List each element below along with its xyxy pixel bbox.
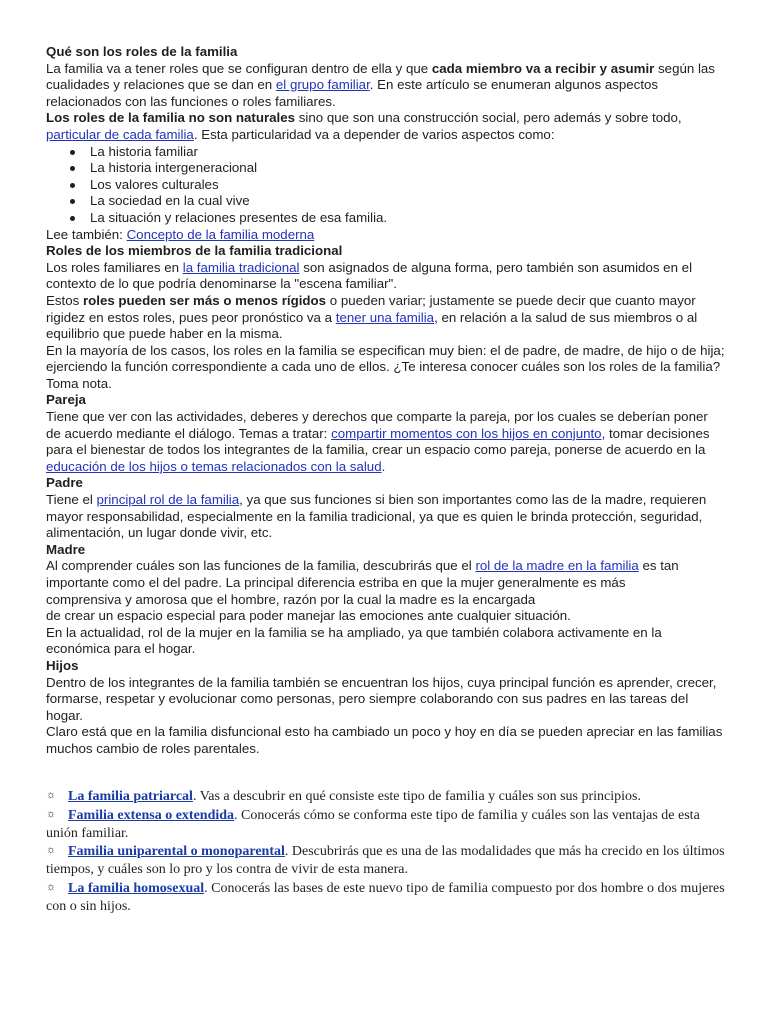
heading-pareja: Pareja — [46, 392, 86, 408]
paragraph-padre — [46, 492, 726, 542]
heading-padre: Padre — [46, 475, 83, 491]
text: , ya que sus funciones si bien son importantes como las de la madre, requieren mayor responsabilidad, especialmente en la familia tradicional, ya que es quien le brinda protección, seguridad, alimentación, un lugar donde vivir, etc. — [46, 492, 707, 541]
paragraph-line: comprensiva y amorosa que el hombre, razón por la cual la madre es la encargada — [46, 591, 536, 607]
sun-bullet-icon: ☼ — [46, 807, 57, 820]
related-item — [46, 806, 728, 843]
related-text: . Conocerás cómo se conforma este tipo de familia y cuáles son las ventajas de esta unión familiar. — [46, 807, 700, 841]
sun-bullet-icon: ☼ — [46, 789, 57, 801]
text: . En este artículo se enumeran algunos aspectos relacionados con las funciones o roles familiares. — [46, 77, 659, 109]
bold-text: roles pueden ser más o menos rígidos — [82, 292, 327, 308]
text: . — [381, 458, 386, 474]
link-familia-patriarcal[interactable]: La familia patriarcal — [68, 789, 193, 804]
section-heading: Roles de los miembros de la familia tradicional — [46, 243, 343, 259]
intro-paragraph — [46, 61, 726, 111]
text: La familia va a tener roles que se configuran dentro de ella y que — [46, 60, 432, 76]
text: , en relación a la salud de sus miembros o al equilibrio que puede haber en la misma. — [46, 309, 698, 342]
paragraph-hijos: Dentro de los integrantes de la familia también se encuentran los hijos, cuya principal función es aprender, crecer, formarse, respetar y evolucionar como personas, pero siempre colaborando con sus padres en las tareas del hogar. — [46, 674, 717, 723]
paragraph: En la mayoría de los casos, los roles en la familia se especifican muy bien: el de padre, de madre, de hijo o de hija; ejerciendo la función correspondiente a cada uno de ellos. ¿Te interesa conocer cuáles son los roles de la familia? Toma nota. — [46, 342, 725, 391]
link-familia-homosexual[interactable]: La familia homosexual — [68, 880, 205, 896]
related-item — [46, 879, 728, 916]
paragraph — [46, 293, 726, 343]
text: o pueden variar; justamente se puede decir que cuanto mayor rigidez en estos roles, pues peor pronóstico va a — [46, 292, 696, 325]
link-familia-uniparental[interactable]: Familia uniparental o monoparental — [68, 844, 285, 860]
link-particular-familia[interactable]: particular de cada familia — [46, 126, 194, 142]
text: , tomar decisiones para el bienestar de todos los integrantes de la familia, crear un espacio como pareja, ponerse de acuerdo en la — [46, 425, 710, 458]
text: Al comprender cuáles son las funciones de la familia, descubrirás que el — [46, 558, 476, 574]
aspects-list — [46, 144, 726, 227]
heading-hijos: Hijos — [46, 657, 79, 673]
paragraph-pareja — [46, 409, 726, 475]
paragraph: Claro está que en la familia disfuncional esto ha cambiado un poco y hoy en día se pueden apreciar en las familias muchos cambio de roles parentales. — [46, 724, 723, 756]
related-item — [46, 842, 728, 879]
link-familia-tradicional[interactable]: la familia tradicional — [182, 259, 300, 275]
text: según las cualidades y relaciones que se dan en — [46, 60, 715, 93]
link-rol-madre[interactable]: rol de la madre en la familia — [475, 558, 639, 574]
related-text: . Descubrirás que es una de las modalidades que más ha crecido en los últimos tiempos, y cuáles son lo pro y los contra de vivir de esta manera. — [46, 844, 725, 878]
link-grupo-familiar[interactable]: el grupo familiar — [275, 77, 370, 93]
see-also-label: Lee también: — [46, 226, 127, 242]
text: Tiene que ver con las actividades, deberes y derechos que comparte la pareja, por los cuales se deberían poner de acuerdo mediante el diálogo. Temas a tratar: — [46, 409, 708, 441]
related-text: . Conocerás las bases de este nuevo tipo de familia compuesto por dos hombre o dos mujeres con o sin hijos. — [46, 880, 725, 914]
list-item: La sociedad en la cual vive — [90, 193, 726, 210]
link-educacion-hijos[interactable]: educación de los hijos o temas relacionados con la salud — [46, 458, 382, 474]
list-item: La historia intergeneracional — [90, 160, 726, 177]
text: sino que son una construcción social, pero además y sobre todo, — [295, 110, 682, 126]
related-item — [46, 787, 728, 806]
link-concepto-familia-moderna[interactable]: Concepto de la familia moderna — [126, 226, 315, 242]
bold-text: Los roles de la familia no son naturales — [46, 110, 296, 126]
list-item: Los valores culturales — [90, 177, 726, 194]
text: Los roles familiares en — [46, 259, 183, 275]
see-also — [46, 227, 726, 244]
list-item: La situación y relaciones presentes de esa familia. — [90, 210, 726, 227]
text: . Esta particularidad va a depender de varios aspectos como: — [193, 126, 555, 142]
related-articles — [46, 787, 728, 916]
link-compartir-momentos[interactable]: compartir momentos con los hijos en conjunto — [331, 425, 602, 441]
article-body — [46, 44, 726, 758]
text: Tiene el — [46, 492, 97, 508]
text: Estos — [46, 292, 83, 308]
paragraph — [46, 260, 726, 293]
heading-madre: Madre — [46, 541, 86, 557]
sun-bullet-icon: ☼ — [46, 844, 57, 857]
related-text: . Vas a descubrir en qué consiste este tipo de familia y cuáles son sus principios. — [192, 789, 641, 804]
link-tener-familia[interactable]: tener una familia — [335, 309, 435, 325]
paragraph-madre — [46, 558, 726, 591]
bold-text: cada miembro va a recibir y asumir — [431, 60, 655, 76]
text: es tan importante como el del padre. La principal diferencia estriba en que la mujer generalmente es más — [46, 558, 679, 590]
link-principal-rol[interactable]: principal rol de la familia — [96, 492, 240, 508]
paragraph-line: de crear un espacio especial para poder manejar las emociones ante cualquier situación. — [46, 608, 571, 624]
list-item: La historia familiar — [90, 144, 726, 161]
page-title: Qué son los roles de la familia — [46, 44, 238, 59]
paragraph-roles-naturales — [46, 110, 726, 143]
text: son asignados de alguna forma, pero también son asumidos en el contexto de lo que podría denominarse la "escena familiar". — [46, 259, 693, 292]
paragraph: En la actualidad, rol de la mujer en la familia se ha ampliado, ya que también colabora activamente en la económica para el hogar. — [46, 624, 662, 657]
link-familia-extensa[interactable]: Familia extensa o extendida — [68, 807, 235, 823]
sun-bullet-icon: ☼ — [46, 880, 57, 893]
